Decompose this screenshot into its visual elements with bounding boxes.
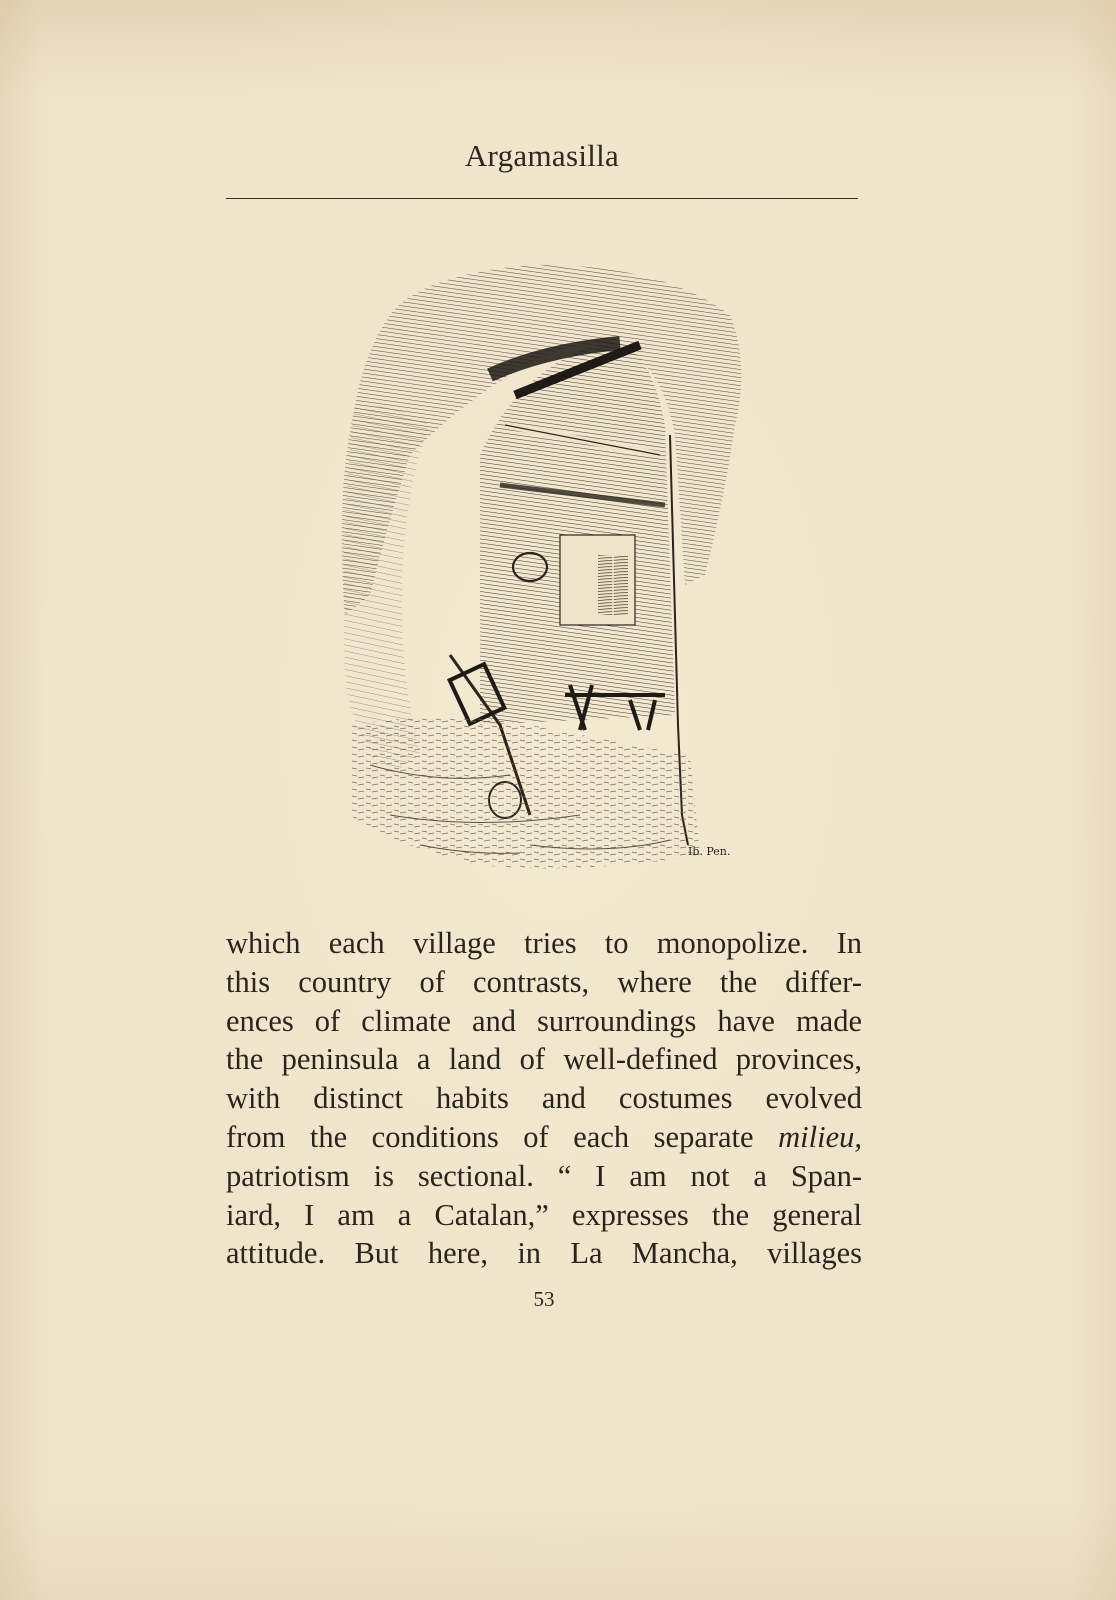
courtyard-ground [350,718,700,869]
inner-wall [480,340,675,725]
running-head: Argamasilla [464,138,620,173]
text-line: with distinct habits and costumes evolved [226,1081,862,1116]
head-rule [226,198,858,199]
text-line: this country of contrasts, where the differ- [226,964,862,999]
text-line: ences of climate and surroundings have made [226,1003,862,1038]
text-line: patriotism is sectional. “ I am not a Span- [226,1158,862,1193]
text-line: the peninsula a land of well-defined provinces, [226,1042,862,1077]
text-line: which each village tries to monopolize. In [226,926,862,960]
italic-word: milieu, [778,1119,862,1154]
page-number: 53 [533,1287,555,1311]
body-text [226,924,862,1273]
text-line: iard, I am a Catalan,” expresses the general [226,1197,862,1232]
text-line-with-italic [226,1118,862,1157]
archway-engraving-svg [330,255,770,895]
archway-illustration [330,255,770,895]
text-line-segment: from the conditions of each separate [226,1119,779,1154]
artist-signature: Ib. Pen. [688,845,731,858]
text-line: attitude. But here, in La Mancha, villages [226,1236,862,1271]
